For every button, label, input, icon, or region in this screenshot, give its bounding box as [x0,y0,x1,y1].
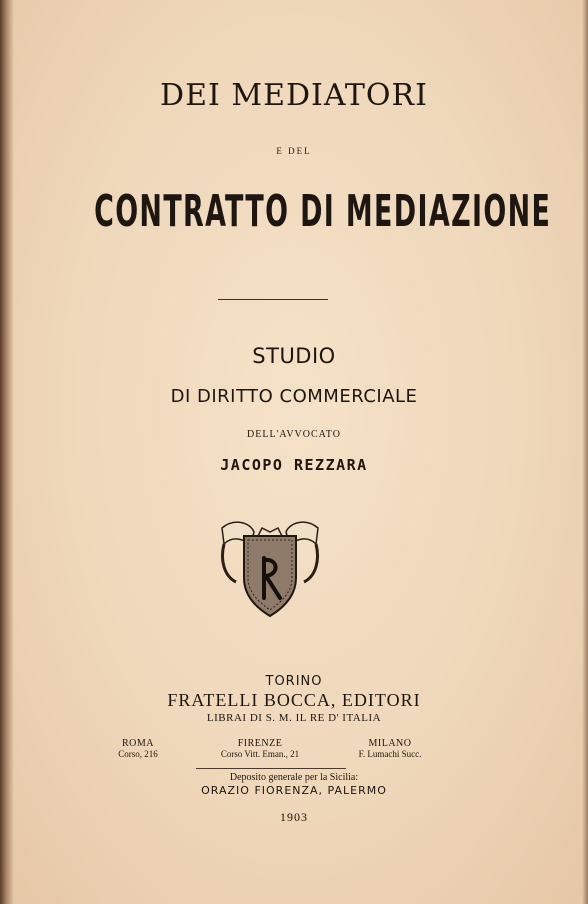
author-name: JACOPO REZZARA [220,456,368,474]
branch-milano [340,738,440,759]
title-line-2: CONTRATTO DI MEDIAZIONE [94,186,552,237]
deposit-label: Deposito generale per la Sicilia: [229,772,359,783]
page-right-edge [582,0,588,904]
subtitle-line-1: STUDIO [252,344,336,368]
publisher-city: TORINO [265,674,323,689]
publication-year: 1903 [280,810,308,824]
branch-city: ROMA [121,738,154,749]
author-prefix: DELL'AVVOCATO [247,429,341,440]
page-binding-edge [0,0,14,904]
branch-city: FIRENZE [237,738,283,749]
branch-address: F. Lumachi Succ. [358,749,422,759]
branches-divider [196,768,346,769]
branch-roma [108,738,168,759]
branch-address: Corso Vitt. Eman., 21 [220,749,300,759]
publisher-subtitle: LIBRAI DI S. M. IL RE D' ITALIA [206,712,382,724]
publisher-shield-emblem-icon [214,516,326,620]
branch-address: Corso, 216 [118,749,158,759]
subtitle-line-2: DI DIRITTO COMMERCIALE [170,386,418,407]
title-connector: E DEL [276,146,312,156]
title-line-1: DEI MEDIATORI [160,78,428,113]
publisher-name: FRATELLI BOCCA, EDITORI [167,690,421,710]
deposit-name: ORAZIO FIORENZA, PALERMO [201,784,387,797]
branch-city: MILANO [368,738,412,749]
title-divider [218,299,328,300]
branch-firenze [200,738,320,759]
